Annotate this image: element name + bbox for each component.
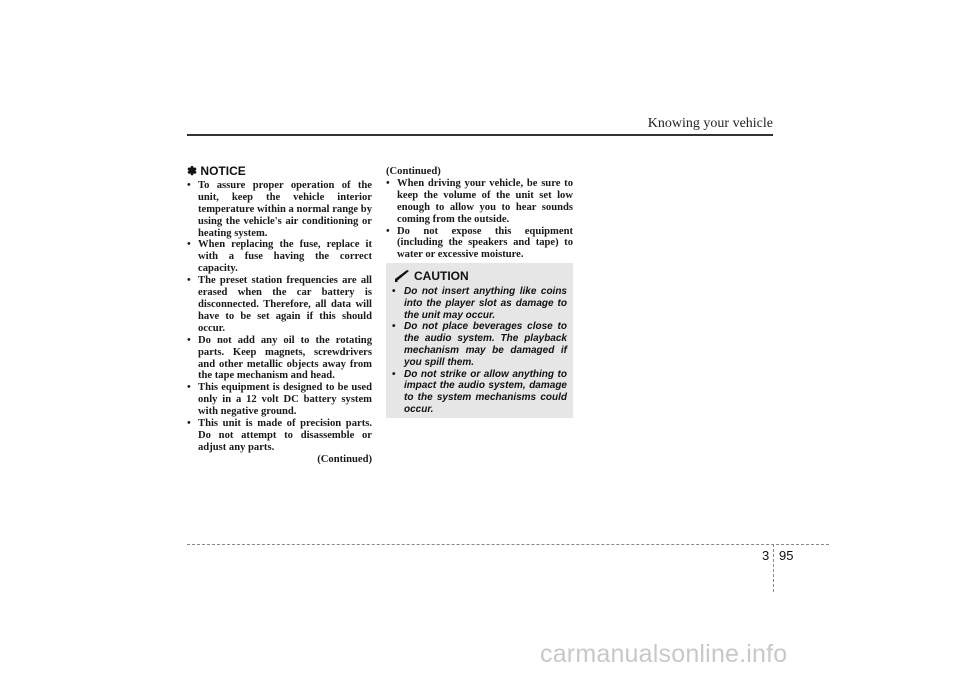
header-rule — [187, 134, 773, 136]
notice-item: • To assure proper operation of the unit, keep the vehicle interior temperature within a normal range by using the vehicle's air conditioning or heating system. — [187, 179, 372, 239]
notice-item: • When replacing the fuse, replace it with a fuse having the correct capacity. — [187, 239, 372, 275]
watermark: carmanualsonline.info — [540, 640, 788, 668]
notice-item-text: Do not add any oil to the rotating parts. Keep magnets, screwdrivers and other metallic objects away from the tape mechanism and head. — [198, 334, 372, 382]
continued-column — [386, 166, 573, 261]
notice-item-text: The preset station frequencies are all erased when the car battery is disconnected. Therefore, all data will have to be set again if this should occur. — [198, 275, 372, 334]
notice-heading-label: NOTICE — [200, 164, 246, 178]
caution-list — [392, 286, 567, 416]
caution-pen-icon — [394, 270, 410, 282]
footer-divider — [773, 544, 774, 592]
caution-heading — [394, 269, 567, 283]
continued-list — [386, 178, 573, 261]
caution-item-text: Do not insert anything like coins into the player slot as damage to the unit may occur. — [404, 286, 567, 321]
notice-column — [187, 166, 372, 466]
caution-item-text: Do not place beverages close to the audio system. The playback mechanism may be damaged if you spill them. — [404, 321, 567, 368]
notice-item-text: When replacing the fuse, replace it with a fuse having the correct capacity. — [198, 239, 372, 275]
page-header-title: Knowing your vehicle — [647, 116, 773, 131]
notice-item-text: To assure proper operation of the unit, keep the vehicle interior temperature within a normal range by using the vehicle's air conditioning or heating system. — [198, 179, 372, 239]
continued-item: • Do not expose this equipment (including the speakers and tape) to water or excessive moisture. — [386, 225, 573, 261]
notice-item: • The preset station frequencies are all erased when the car battery is disconnected. Therefore, all data will have to be set again if this should occur. — [187, 275, 372, 334]
caution-heading-label: CAUTION — [414, 269, 469, 283]
page-number: 95 — [779, 548, 794, 563]
footer-rule — [187, 544, 829, 545]
notice-item-text: This equipment is designed to be used only in a 12 volt DC battery system with negative ground. — [198, 382, 372, 418]
notice-heading — [187, 166, 372, 178]
continued-item: • When driving your vehicle, be sure to keep the volume of the unit set low enough to allow you to hear sounds coming from the outside. — [386, 177, 573, 225]
notice-star-icon: ✽ — [187, 164, 198, 178]
notice-item: • This unit is made of precision parts. Do not attempt to disassemble or adjust any parts. — [187, 418, 372, 453]
notice-list — [187, 180, 372, 454]
continued-item-text: When driving your vehicle, be sure to keep the volume of the unit set low enough to allow you to hear sounds coming from the outside. — [397, 177, 573, 225]
caution-box — [386, 263, 573, 418]
chapter-number: 3 — [762, 548, 770, 563]
caution-item: • Do not strike or allow anything to impact the audio system, damage to the system mechanisms could occur. — [392, 368, 567, 415]
caution-item: • Do not place beverages close to the audio system. The playback mechanism may be damaged if you spill them. — [392, 321, 567, 368]
caution-item: • Do not insert anything like coins into the player slot as damage to the unit may occur. — [392, 286, 567, 321]
notice-item: • This equipment is designed to be used only in a 12 volt DC battery system with negative ground. — [187, 382, 372, 418]
continued-item-text: Do not expose this equipment (including the speakers and tape) to water or excessive moisture. — [397, 225, 573, 261]
notice-item-text: This unit is made of precision parts. Do not attempt to disassemble or adjust any parts. — [198, 418, 372, 453]
continued-label: (Continued) — [317, 453, 372, 465]
caution-item-text: Do not strike or allow anything to impact the audio system, damage to the system mechanisms could occur. — [404, 368, 567, 415]
notice-item: • Do not add any oil to the rotating parts. Keep magnets, screwdrivers and other metallic objects away from the tape mechanism and head. — [187, 334, 372, 382]
continued-label-top: (Continued) — [386, 166, 441, 177]
